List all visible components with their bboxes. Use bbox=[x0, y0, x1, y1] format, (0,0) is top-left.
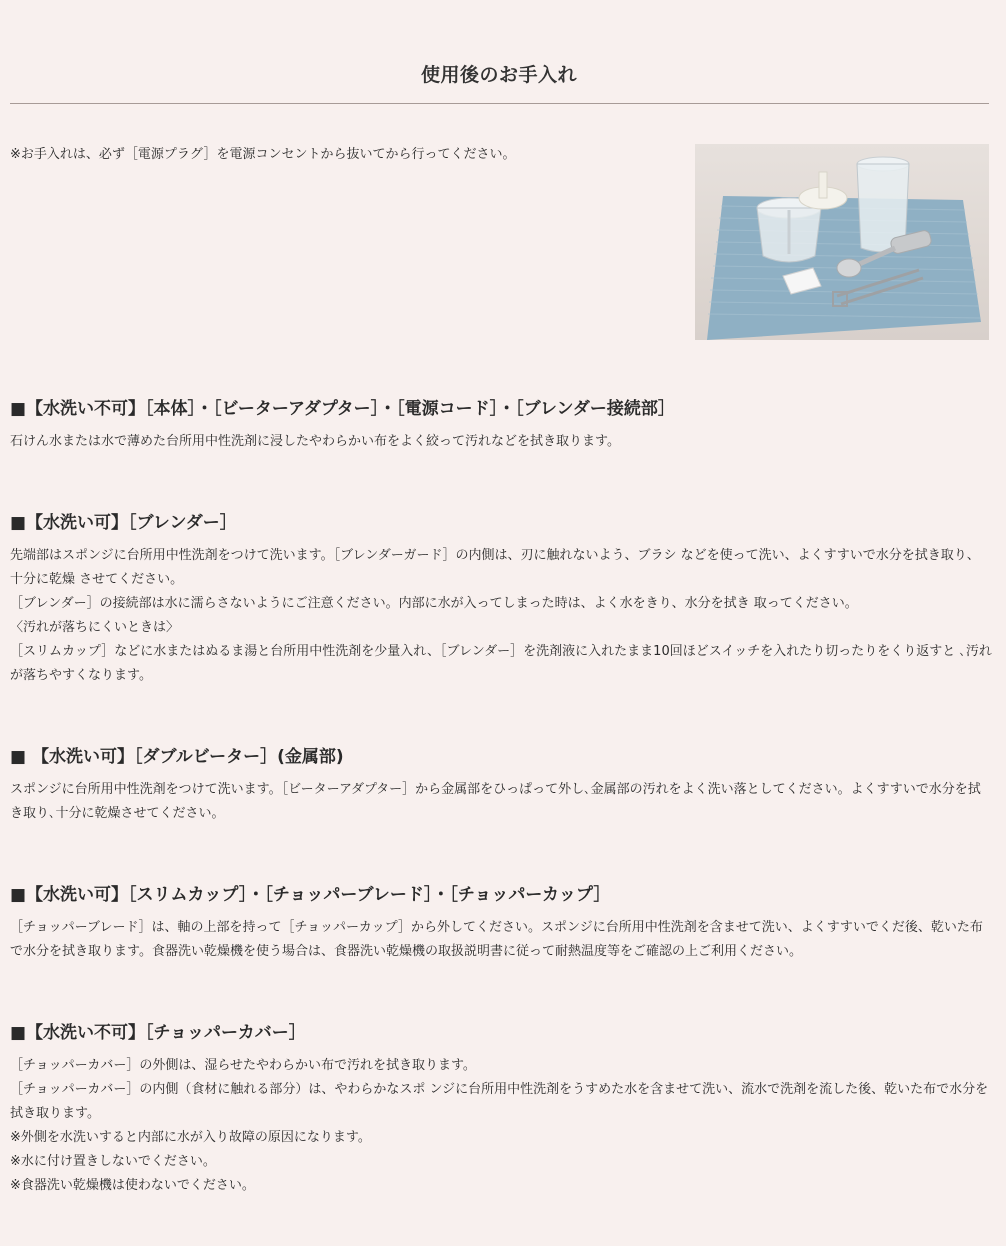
section-line: 先端部はスポンジに台所用中性洗剤をつけて洗います。［ブレンダーガード］の内側は、刃に触れないよう、ブラシ などを使って洗い、よくすすいで水分を拭き取り、十分に乾燥 させてください。 bbox=[10, 548, 980, 587]
section-heading-blender: ■【水洗い可】［ブレンダー］ bbox=[10, 513, 237, 533]
section-body-blender bbox=[10, 544, 992, 688]
section-body-main-unit bbox=[10, 430, 992, 454]
section-heading-chopper-parts: ■【水洗い可】［スリムカップ］・［チョッパーブレード］・［チョッパーカップ］ bbox=[10, 885, 611, 905]
section-line: ※外側を水洗いすると内部に水が入り故障の原因になります。 bbox=[10, 1130, 371, 1145]
section-line: 〈汚れが落ちにくいときは〉 bbox=[10, 620, 180, 635]
section-line: スポンジに台所用中性洗剤をつけて洗います。［ビーターアダプター］から金属部をひっぱって外し､金属部の汚れをよく洗い落としてください。よくすすいで水分を拭き取り､十分に乾燥させてください。 bbox=[10, 782, 981, 821]
section-line: ［チョッパーカバー］の内側（食材に触れる部分）は、やわらかなスポ ンジに台所用中性洗剤をうすめた水を含ませて洗い、流水で洗剤を流した後、乾いた布で水分を拭き取ります。 bbox=[10, 1082, 989, 1121]
section-line: ※食器洗い乾燥機は使わないでください。 bbox=[10, 1178, 255, 1193]
page-title: 使用後のお手入れ bbox=[420, 64, 577, 86]
unplug-note: ※お手入れは、必ず［電源プラグ］を電源コンセントから抜いてから行ってください。 bbox=[10, 147, 516, 162]
section-line: ［ブレンダー］の接続部は水に濡らさないようにご注意ください。内部に水が入ってしまった時は、よく水をきり、水分を拭き 取ってください。 bbox=[10, 596, 858, 611]
section-body-chopper-cover bbox=[10, 1054, 992, 1198]
section-heading-double-beater: ■ 【水洗い可】［ダブルビーター］(金属部) bbox=[10, 747, 344, 767]
product-parts-illustration bbox=[695, 144, 989, 340]
section-line: ※水に付け置きしないでください。 bbox=[10, 1154, 216, 1169]
section-line: ［チョッパーカバー］の外側は、湿らせたやわらかい布で汚れを拭き取ります。 bbox=[10, 1058, 476, 1073]
section-line: 石けん水または水で薄めた台所用中性洗剤に浸したやわらかい布をよく絞って汚れなどを拭き取ります。 bbox=[10, 434, 620, 449]
section-line: ［スリムカップ］などに水またはぬるま湯と台所用中性洗剤を少量入れ、［ブレンダー］を洗剤液に入れたまま10回ほどスイッチを入れたり切ったりをくり返すと ､汚れが落ちやすくなります。 bbox=[10, 644, 992, 683]
section-body-double-beater bbox=[10, 778, 992, 826]
product-parts-photo bbox=[695, 144, 989, 340]
title-divider bbox=[10, 103, 989, 104]
section-heading-main-unit: ■【水洗い不可】［本体］・［ビーターアダプター］・［電源コード］・［ブレンダー接続部］ bbox=[10, 399, 675, 419]
section-body-chopper-parts bbox=[10, 916, 992, 964]
section-heading-chopper-cover: ■【水洗い不可】［チョッパーカバー］ bbox=[10, 1023, 306, 1043]
section-line: ［チョッパーブレード］は、軸の上部を持って［チョッパーカップ］から外してください。スポンジに台所用中性洗剤を含ませて洗い、よくすすいでくだ後、乾いた布で水分を拭き取ります。食器洗い乾燥機を使う場合は、食器洗い乾燥機の取扱説明書に従って耐熱温度等をご確認の上ご利用ください。 bbox=[10, 920, 983, 959]
